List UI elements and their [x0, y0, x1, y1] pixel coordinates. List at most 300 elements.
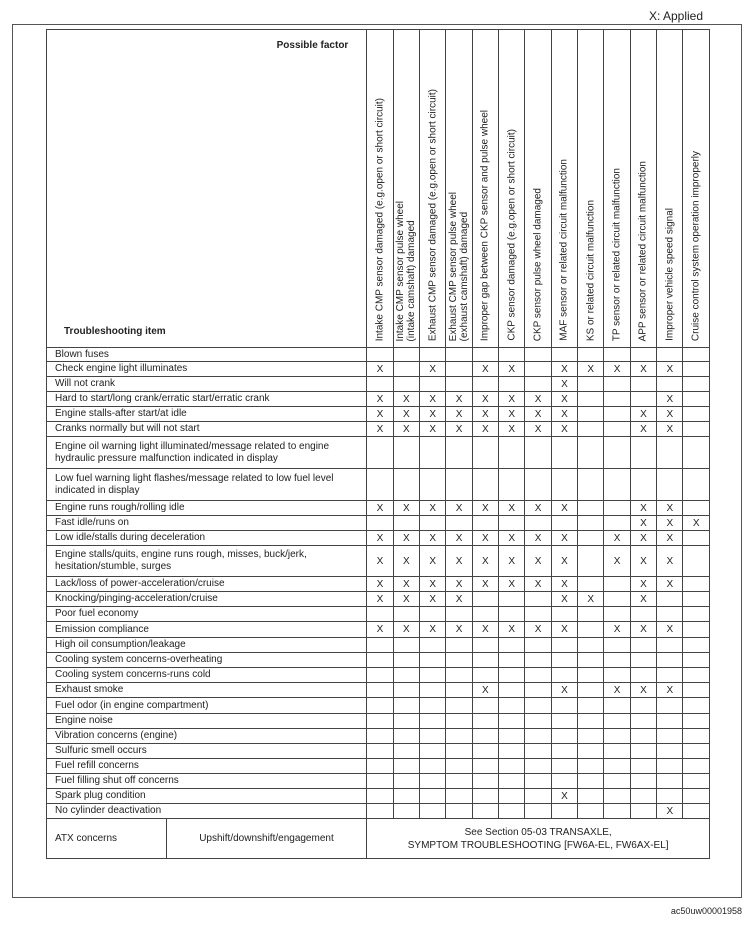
applied-mark: [472, 607, 498, 622]
applied-mark: [499, 348, 525, 362]
applied-mark: [525, 698, 551, 714]
applied-mark: [578, 546, 604, 577]
applied-mark: X: [393, 422, 419, 437]
applied-mark: [604, 501, 630, 516]
applied-mark: X: [630, 577, 656, 592]
applied-mark: X: [472, 362, 498, 377]
applied-mark: [367, 516, 393, 531]
applied-mark: [420, 804, 446, 819]
table-row: [47, 592, 710, 607]
document-id: ac50uw00001958: [670, 906, 742, 916]
applied-mark: [525, 789, 551, 804]
applied-mark: [551, 804, 577, 819]
applied-mark: X: [657, 577, 683, 592]
applied-mark: [630, 437, 656, 469]
applied-mark: [551, 469, 577, 501]
applied-mark: [578, 804, 604, 819]
applied-mark: [578, 531, 604, 546]
applied-mark: [578, 422, 604, 437]
applied-mark: [446, 774, 472, 789]
applied-mark: [393, 714, 419, 729]
table-row: [47, 392, 710, 407]
applied-mark: [446, 607, 472, 622]
applied-mark: [472, 789, 498, 804]
applied-mark: X: [367, 592, 393, 607]
applied-mark: [367, 607, 393, 622]
applied-mark: [499, 668, 525, 683]
table-row: [47, 362, 710, 377]
applied-mark: [604, 714, 630, 729]
troubleshooting-item: Fuel odor (in engine compartment): [47, 698, 367, 714]
applied-mark: X: [551, 592, 577, 607]
applied-mark: [367, 638, 393, 653]
applied-mark: [630, 774, 656, 789]
troubleshooting-item-label: Troubleshooting item: [64, 326, 166, 337]
applied-mark: [630, 668, 656, 683]
applied-mark: [630, 729, 656, 744]
applied-mark: X: [551, 577, 577, 592]
applied-mark: [472, 653, 498, 668]
applied-mark: [420, 607, 446, 622]
atx-concerns-sub: Upshift/downshift/engagement: [166, 819, 367, 859]
applied-mark: [578, 668, 604, 683]
applied-mark: X: [367, 392, 393, 407]
applied-mark: [420, 653, 446, 668]
applied-mark: [683, 804, 710, 819]
factor-header-label: CKP sensor pulse wheel damaged: [532, 187, 544, 341]
applied-mark: [499, 516, 525, 531]
applied-mark: X: [551, 422, 577, 437]
applied-mark: [446, 377, 472, 392]
applied-mark: [683, 744, 710, 759]
applied-mark: X: [630, 407, 656, 422]
factor-header-8: [551, 30, 577, 348]
troubleshooting-item: Engine stalls-after start/at idle: [47, 407, 367, 422]
applied-mark: [472, 377, 498, 392]
applied-mark: X: [446, 622, 472, 638]
applied-mark: [367, 729, 393, 744]
applied-mark: X: [551, 789, 577, 804]
applied-mark: [683, 407, 710, 422]
applied-mark: [578, 744, 604, 759]
applied-mark: X: [525, 407, 551, 422]
applied-mark: [367, 668, 393, 683]
troubleshooting-item: Hard to start/long crank/erratic start/erratic crank: [47, 392, 367, 407]
applied-mark: X: [604, 531, 630, 546]
table-row: [47, 638, 710, 653]
applied-mark: [683, 729, 710, 744]
applied-mark: X: [630, 592, 656, 607]
factor-header-label: Cruise control system operation improperly: [690, 150, 702, 341]
applied-mark: [604, 804, 630, 819]
applied-mark: X: [499, 622, 525, 638]
table-row: [47, 422, 710, 437]
applied-mark: X: [420, 392, 446, 407]
applied-mark: [657, 469, 683, 501]
applied-mark: [551, 653, 577, 668]
applied-mark: [683, 501, 710, 516]
applied-mark: [683, 392, 710, 407]
applied-mark: [551, 607, 577, 622]
applied-mark: [393, 348, 419, 362]
applied-mark: [420, 774, 446, 789]
troubleshooting-item: Cooling system concerns-overheating: [47, 653, 367, 668]
applied-mark: X: [367, 577, 393, 592]
applied-mark: [472, 592, 498, 607]
troubleshooting-item: Emission compliance: [47, 622, 367, 638]
applied-mark: [446, 683, 472, 698]
applied-mark: [367, 759, 393, 774]
applied-mark: [420, 377, 446, 392]
applied-mark: [551, 437, 577, 469]
applied-mark: X: [472, 683, 498, 698]
applied-mark: X: [446, 546, 472, 577]
applied-mark: [604, 592, 630, 607]
applied-mark: [683, 577, 710, 592]
applied-mark: X: [551, 531, 577, 546]
applied-mark: [367, 698, 393, 714]
applied-mark: [578, 392, 604, 407]
applied-mark: [683, 607, 710, 622]
table-row: [47, 804, 710, 819]
applied-mark: [525, 759, 551, 774]
table-row: [47, 437, 710, 469]
applied-mark: [683, 422, 710, 437]
applied-mark: X: [420, 407, 446, 422]
applied-mark: X: [499, 577, 525, 592]
applied-mark: X: [472, 422, 498, 437]
applied-mark: X: [446, 531, 472, 546]
applied-mark: [525, 592, 551, 607]
applied-mark: [420, 744, 446, 759]
applied-mark: [683, 774, 710, 789]
applied-mark: [551, 698, 577, 714]
applied-mark: [604, 422, 630, 437]
applied-mark: X: [551, 362, 577, 377]
applied-mark: [604, 653, 630, 668]
applied-mark: X: [367, 362, 393, 377]
applied-mark: [367, 469, 393, 501]
applied-mark: [420, 469, 446, 501]
troubleshooting-item: Blown fuses: [47, 348, 367, 362]
applied-mark: [499, 789, 525, 804]
factor-header-label: MAF sensor or related circuit malfunction: [558, 159, 570, 341]
applied-mark: [604, 437, 630, 469]
applied-mark: [393, 698, 419, 714]
applied-mark: [551, 668, 577, 683]
applied-mark: [393, 516, 419, 531]
applied-mark: [630, 698, 656, 714]
applied-mark: [578, 348, 604, 362]
applied-mark: [683, 592, 710, 607]
applied-mark: [604, 789, 630, 804]
applied-mark: [525, 804, 551, 819]
applied-mark: [393, 759, 419, 774]
applied-mark: X: [630, 516, 656, 531]
applied-mark: X: [499, 546, 525, 577]
applied-mark: [525, 683, 551, 698]
applied-mark: [525, 744, 551, 759]
applied-mark: [525, 638, 551, 653]
applied-mark: [393, 804, 419, 819]
applied-mark: [472, 714, 498, 729]
applied-mark: [657, 607, 683, 622]
applied-mark: [683, 638, 710, 653]
applied-mark: [525, 377, 551, 392]
factor-header-6: [499, 30, 525, 348]
applied-mark: [683, 362, 710, 377]
applied-mark: [525, 362, 551, 377]
applied-mark: [551, 714, 577, 729]
atx-reference-note: See Section 05-03 TRANSAXLE, SYMPTOM TROUBLESHOOTING [FW6A-EL, FW6AX-EL]: [367, 819, 710, 859]
applied-mark: X: [630, 546, 656, 577]
applied-mark: [657, 377, 683, 392]
applied-mark: X: [393, 592, 419, 607]
applied-mark: [499, 714, 525, 729]
applied-mark: [604, 516, 630, 531]
applied-mark: [657, 774, 683, 789]
troubleshooting-item: Low idle/stalls during deceleration: [47, 531, 367, 546]
troubleshooting-item: Fast idle/runs on: [47, 516, 367, 531]
applied-mark: [393, 638, 419, 653]
applied-mark: X: [472, 531, 498, 546]
applied-mark: X: [367, 622, 393, 638]
applied-mark: [683, 698, 710, 714]
applied-mark: [420, 638, 446, 653]
applied-mark: [525, 516, 551, 531]
applied-mark: [367, 774, 393, 789]
applied-mark: X: [551, 683, 577, 698]
applied-mark: X: [604, 622, 630, 638]
applied-mark: [578, 653, 604, 668]
applied-mark: [472, 729, 498, 744]
applied-mark: [630, 469, 656, 501]
applied-mark: [367, 377, 393, 392]
applied-mark: [499, 638, 525, 653]
table-row: [47, 577, 710, 592]
applied-mark: X: [499, 422, 525, 437]
applied-mark: [420, 437, 446, 469]
applied-mark: X: [499, 501, 525, 516]
troubleshooting-item: Knocking/pinging-acceleration/cruise: [47, 592, 367, 607]
applied-mark: [578, 437, 604, 469]
factor-header-label: Improper gap between CKP sensor and pulse wheel: [479, 109, 491, 341]
applied-mark: [578, 683, 604, 698]
applied-mark: X: [393, 407, 419, 422]
applied-mark: X: [657, 622, 683, 638]
factor-header-label: Intake CMP sensor damaged (e.g.open or short circuit): [374, 97, 386, 341]
applied-mark: [578, 789, 604, 804]
applied-mark: X: [420, 592, 446, 607]
applied-mark: [630, 804, 656, 819]
applied-mark: X: [499, 362, 525, 377]
applied-mark: X: [630, 501, 656, 516]
factor-header-11: [630, 30, 656, 348]
table-row: [47, 714, 710, 729]
troubleshooting-item: No cylinder deactivation: [47, 804, 367, 819]
factor-header-10: [604, 30, 630, 348]
applied-mark: [604, 744, 630, 759]
applied-mark: [393, 362, 419, 377]
applied-mark: [446, 759, 472, 774]
applied-mark: [446, 789, 472, 804]
applied-mark: [578, 622, 604, 638]
applied-mark: X: [446, 592, 472, 607]
applied-mark: [499, 774, 525, 789]
factor-header-4: [446, 30, 472, 348]
troubleshooting-item: Engine runs rough/rolling idle: [47, 501, 367, 516]
applied-mark: [657, 437, 683, 469]
applied-mark: [446, 729, 472, 744]
applied-mark: X: [551, 501, 577, 516]
factor-header-label: Intake CMP sensor pulse wheel (intake camshaft) damaged: [395, 200, 418, 341]
applied-mark: [446, 653, 472, 668]
applied-mark: [367, 348, 393, 362]
troubleshooting-item: Check engine light illuminates: [47, 362, 367, 377]
applied-mark: [446, 638, 472, 653]
applied-mark: X: [551, 392, 577, 407]
applied-mark: [446, 348, 472, 362]
troubleshooting-item: Exhaust smoke: [47, 683, 367, 698]
applied-mark: X: [525, 577, 551, 592]
applied-mark: [420, 729, 446, 744]
factor-header-label: Improper vehicle speed signal: [664, 208, 676, 341]
applied-mark: [420, 789, 446, 804]
applied-mark: X: [630, 362, 656, 377]
applied-mark: [683, 683, 710, 698]
applied-mark: [446, 469, 472, 501]
troubleshooting-item: Will not crank: [47, 377, 367, 392]
atx-concerns-label: ATX concerns: [47, 819, 167, 859]
applied-mark: [604, 638, 630, 653]
applied-mark: [393, 653, 419, 668]
applied-mark: [499, 653, 525, 668]
applied-mark: [393, 774, 419, 789]
applied-mark: [393, 683, 419, 698]
applied-mark: [525, 729, 551, 744]
applied-mark: [472, 638, 498, 653]
applied-mark: X: [420, 622, 446, 638]
applied-mark: [367, 437, 393, 469]
applied-mark: [420, 698, 446, 714]
applied-mark: X: [604, 683, 630, 698]
applied-mark: [657, 789, 683, 804]
applied-mark: [499, 607, 525, 622]
table-row: [47, 501, 710, 516]
applied-mark: X: [657, 392, 683, 407]
applied-mark: [630, 653, 656, 668]
applied-mark: [578, 698, 604, 714]
applied-mark: X: [551, 622, 577, 638]
applied-mark: [578, 469, 604, 501]
applied-mark: X: [657, 546, 683, 577]
applied-mark: [578, 607, 604, 622]
applied-mark: X: [657, 362, 683, 377]
applied-mark: X: [420, 531, 446, 546]
table-row: [47, 622, 710, 638]
possible-factor-label: Possible factor: [276, 40, 349, 51]
applied-mark: X: [657, 501, 683, 516]
applied-mark: [551, 729, 577, 744]
troubleshooting-item: Fuel refill concerns: [47, 759, 367, 774]
applied-mark: [367, 789, 393, 804]
applied-mark: X: [499, 531, 525, 546]
applied-mark: [630, 377, 656, 392]
applied-mark: X: [420, 362, 446, 377]
applied-mark: [630, 638, 656, 653]
factor-header-label: CKP sensor damaged (e.g.open or short circuit): [506, 129, 518, 341]
applied-mark: X: [367, 422, 393, 437]
applied-mark: [578, 407, 604, 422]
applied-mark: X: [525, 392, 551, 407]
table-row: [47, 531, 710, 546]
applied-mark: X: [604, 546, 630, 577]
factor-header-label: Exhaust CMP sensor damaged (e.g.open or short circuit): [427, 88, 439, 341]
applied-mark: [472, 469, 498, 501]
applied-mark: X: [367, 501, 393, 516]
applied-mark: [446, 744, 472, 759]
applied-mark: X: [657, 683, 683, 698]
table-row: [47, 744, 710, 759]
applied-mark: [446, 437, 472, 469]
applied-mark: [630, 744, 656, 759]
factor-header-1: [367, 30, 393, 348]
applied-mark: X: [420, 422, 446, 437]
applied-mark: [683, 469, 710, 501]
applied-mark: [499, 744, 525, 759]
applied-mark: [525, 714, 551, 729]
troubleshooting-item: Vibration concerns (engine): [47, 729, 367, 744]
factor-header-7: [525, 30, 551, 348]
applied-mark: X: [525, 546, 551, 577]
applied-mark: [604, 577, 630, 592]
applied-mark: X: [499, 392, 525, 407]
applied-mark: X: [367, 546, 393, 577]
applied-mark: [551, 744, 577, 759]
applied-mark: [446, 804, 472, 819]
applied-mark: X: [657, 422, 683, 437]
table-row: [47, 729, 710, 744]
applied-mark: X: [446, 422, 472, 437]
factor-header-12: [657, 30, 683, 348]
troubleshooting-item: Lack/loss of power-acceleration/cruise: [47, 577, 367, 592]
table-row: [47, 668, 710, 683]
troubleshooting-table: [46, 29, 710, 859]
factor-header-5: [472, 30, 498, 348]
applied-mark: X: [420, 577, 446, 592]
applied-mark: [683, 668, 710, 683]
applied-mark: [657, 698, 683, 714]
applied-mark: [525, 437, 551, 469]
applied-mark: [525, 774, 551, 789]
applied-mark: X: [393, 531, 419, 546]
applied-mark: X: [472, 501, 498, 516]
applied-mark: [446, 698, 472, 714]
applied-mark: X: [630, 622, 656, 638]
applied-mark: X: [393, 622, 419, 638]
applied-mark: X: [446, 577, 472, 592]
applied-mark: [578, 638, 604, 653]
applied-mark: X: [630, 683, 656, 698]
applied-mark: [630, 714, 656, 729]
applied-mark: X: [420, 546, 446, 577]
applied-mark: [604, 668, 630, 683]
applied-mark: X: [525, 622, 551, 638]
applied-mark: [472, 804, 498, 819]
applied-mark: X: [472, 546, 498, 577]
applied-mark: X: [578, 592, 604, 607]
applied-mark: [578, 729, 604, 744]
